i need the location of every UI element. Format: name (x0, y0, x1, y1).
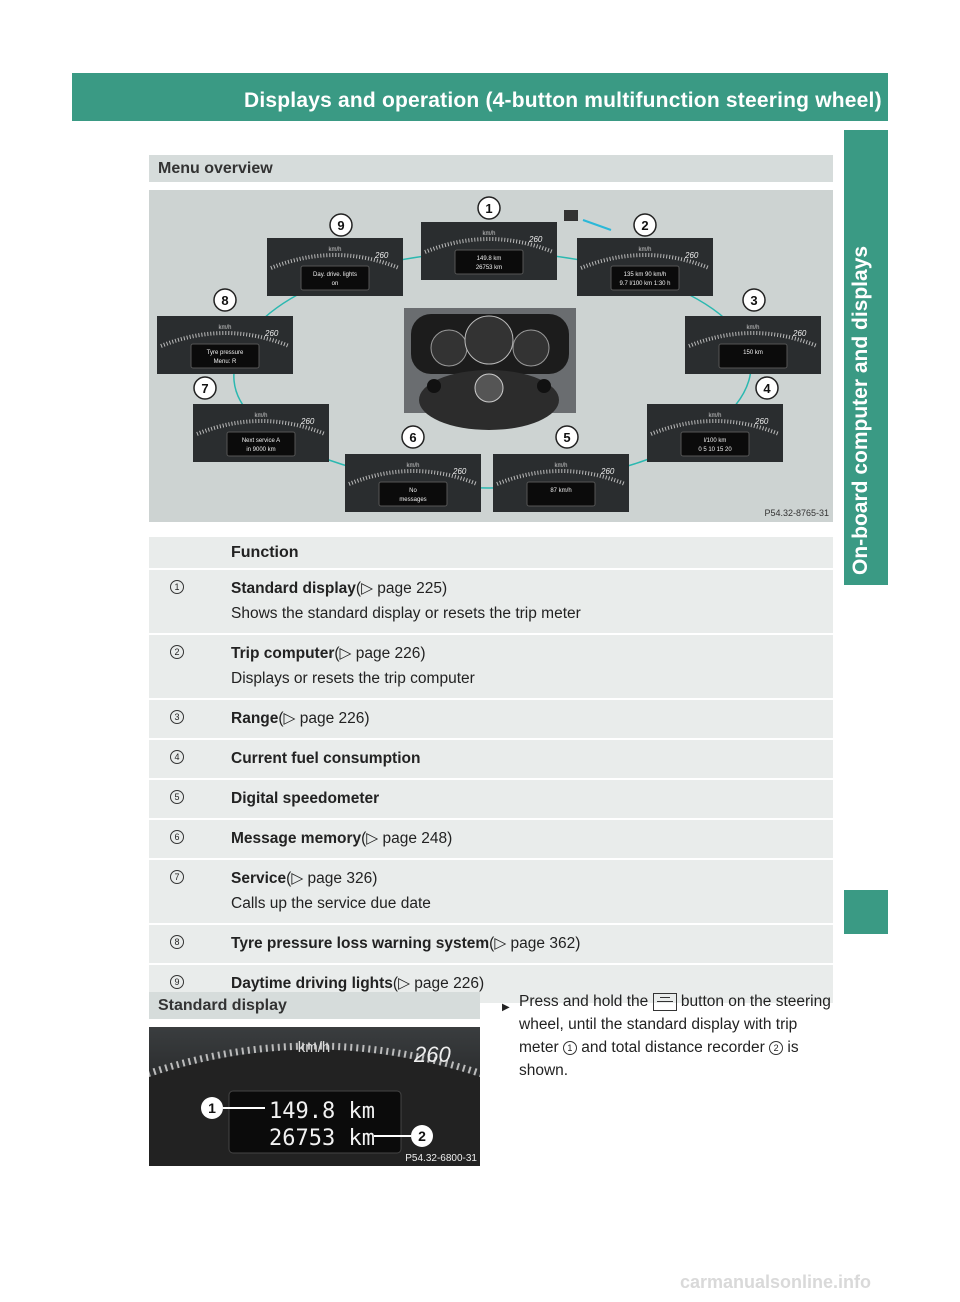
row-title: Message memory (231, 830, 362, 847)
screen-line-2: 26753 km (475, 265, 503, 271)
callout-6 (402, 426, 424, 448)
callout-4 (756, 377, 778, 399)
screen-line-2: in 9000 km (246, 447, 276, 453)
svg-text:7: 7 (201, 381, 209, 396)
screen-line-1: Next service A (241, 438, 281, 444)
svg-text:8: 8 (221, 293, 229, 308)
row-title: Range (231, 710, 279, 727)
svg-text:1: 1 (208, 1100, 216, 1116)
header-divider (902, 73, 905, 121)
standard-display-image (149, 1027, 480, 1166)
back-button-icon (653, 993, 677, 1011)
table-row (149, 635, 833, 700)
svg-text:4: 4 (763, 381, 771, 396)
callout-9 (330, 214, 352, 236)
row-number: 2 (170, 645, 184, 659)
sd-trip: 149.8 km (269, 1099, 375, 1124)
sd-kmh: km/h (297, 1039, 331, 1056)
screen-speed: 260 (755, 417, 769, 426)
next-arrow-icon (583, 220, 611, 230)
row-number: 6 (170, 830, 184, 844)
page-header (72, 73, 950, 121)
instruction-text: Press and hold the button on the steering wheel, until the standard display with trip meter 1 and total distance recorder 2 is shown. (519, 993, 831, 1079)
screen-line-1: 135 km 90 km/h (623, 272, 667, 278)
row-number: 3 (170, 710, 184, 724)
menu-screen-2 (577, 238, 713, 296)
table-row (149, 570, 833, 635)
menu-screen-7 (193, 404, 329, 462)
screen-speed: 260 (453, 467, 467, 476)
callout-3 (743, 289, 765, 311)
standard-display-title: Standard display (158, 996, 287, 1014)
page-reference[interactable]: (▷ page 225) (355, 580, 448, 597)
screen-line-1: No (409, 488, 417, 494)
table-row (149, 820, 833, 860)
row-title: Daytime driving lights (231, 975, 393, 992)
svg-text:3: 3 (750, 293, 758, 308)
table-row (149, 740, 833, 780)
ref-circle-1: 1 (563, 1041, 577, 1055)
callout-7 (194, 377, 216, 399)
sd-code: P54.32-6800-31 (405, 1153, 477, 1164)
menu-screen-9 (267, 238, 403, 296)
dashboard-photo (404, 308, 576, 430)
menu-screen-4 (647, 404, 783, 462)
screen-kmh: km/h (218, 325, 232, 331)
screen-speed: 260 (685, 251, 699, 260)
menu-screen-3 (685, 316, 821, 374)
menu-diagram (149, 190, 833, 522)
menu-screen-8 (157, 316, 293, 374)
callout-8 (214, 289, 236, 311)
page-reference[interactable]: (▷ page 226) (278, 710, 370, 727)
table-row (149, 700, 833, 740)
row-title: Current fuel consumption (231, 750, 421, 767)
screen-line-1: 150 km (743, 350, 763, 356)
ref-circle-2: 2 (769, 1041, 783, 1055)
side-tab-label: On-board computer and displays (849, 245, 872, 575)
screen-kmh: km/h (638, 247, 652, 253)
figure-code: P54.32-8765-31 (764, 508, 829, 518)
screen-kmh: km/h (746, 325, 760, 331)
row-number: 9 (170, 975, 184, 989)
row-description: Shows the standard display or resets the trip meter (231, 605, 581, 622)
screen-line-1: 149.8 km (476, 256, 502, 262)
sd-total: 26753 km (269, 1126, 375, 1151)
screen-line-1: l/100 km (703, 438, 727, 444)
table-row (149, 860, 833, 925)
screen-speed: 260 (793, 329, 807, 338)
screen-line-2: messages (399, 497, 427, 503)
svg-text:9: 9 (337, 218, 345, 233)
screen-speed: 260 (265, 329, 279, 338)
screen-speed: 260 (375, 251, 389, 260)
menu-overview-figure (149, 190, 833, 522)
row-title: Service (231, 870, 287, 887)
svg-text:2: 2 (418, 1128, 426, 1144)
header-title: Displays and operation (4-button multifunction steering wheel) (244, 89, 882, 112)
row-title: Trip computer (231, 645, 335, 662)
table-header (149, 537, 833, 570)
side-marker (844, 890, 888, 934)
table-row (149, 925, 833, 965)
screen-line-1: Day. drive. lights (313, 272, 357, 278)
screen-line-2: 9.7 l/100 km 1:30 h (619, 281, 671, 287)
screen-line-2: Menu: R (213, 359, 237, 365)
screen-kmh: km/h (406, 463, 420, 469)
instruction (502, 990, 832, 1082)
back-button-icon (564, 210, 578, 221)
menu-screen-5 (493, 454, 629, 512)
page-number: 225 (914, 89, 950, 112)
screen-speed: 260 (301, 417, 315, 426)
row-title: Standard display (231, 580, 356, 597)
screen-line-1: 87 km/h (550, 488, 572, 494)
screen-kmh: km/h (708, 413, 722, 419)
page-reference[interactable]: (▷ page 362) (489, 935, 581, 952)
svg-text:1: 1 (485, 201, 493, 216)
callout-1 (478, 197, 500, 219)
standard-display-figure (149, 1027, 480, 1166)
menu-overview-heading (149, 155, 833, 182)
watermark: carmanualsonline.info (680, 1272, 872, 1292)
row-title: Digital speedometer (231, 790, 380, 807)
screen-kmh: km/h (482, 231, 496, 237)
screen-speed: 260 (529, 235, 543, 244)
sd-speed: 260 (414, 1042, 451, 1067)
row-description: Calls up the service due date (231, 895, 431, 912)
svg-text:5: 5 (563, 430, 571, 445)
function-table (149, 537, 833, 1005)
page-reference[interactable]: (▷ page 226) (334, 645, 426, 662)
row-number: 1 (170, 580, 184, 594)
row-number: 4 (170, 750, 184, 764)
step-arrow-icon: ▶ (502, 1002, 510, 1013)
table-header-label: Function (231, 543, 299, 561)
screen-speed: 260 (601, 467, 615, 476)
standard-display-heading (149, 992, 480, 1019)
row-number: 8 (170, 935, 184, 949)
callout-2 (634, 214, 656, 236)
page-reference[interactable]: (▷ page 248) (361, 830, 453, 847)
page-reference[interactable]: (▷ page 326) (286, 870, 378, 887)
row-number: 7 (170, 870, 184, 884)
menu-screen-1 (421, 222, 557, 280)
row-title: Tyre pressure loss warning system (231, 935, 490, 952)
page-reference[interactable]: (▷ page 226) (392, 975, 485, 992)
svg-text:6: 6 (409, 430, 417, 445)
screen-line-2: on (331, 281, 339, 287)
screen-line-1: Tyre pressure (206, 350, 244, 356)
screen-kmh: km/h (328, 247, 342, 253)
screen-kmh: km/h (254, 413, 268, 419)
svg-text:2: 2 (641, 218, 649, 233)
screen-line-2: 0 5 10 15 20 (698, 447, 732, 453)
menu-screen-6 (345, 454, 481, 512)
row-description: Displays or resets the trip computer (231, 670, 475, 687)
row-number: 5 (170, 790, 184, 804)
callout-5 (556, 426, 578, 448)
table-row (149, 780, 833, 820)
screen-kmh: km/h (554, 463, 568, 469)
menu-overview-title: Menu overview (158, 159, 273, 177)
